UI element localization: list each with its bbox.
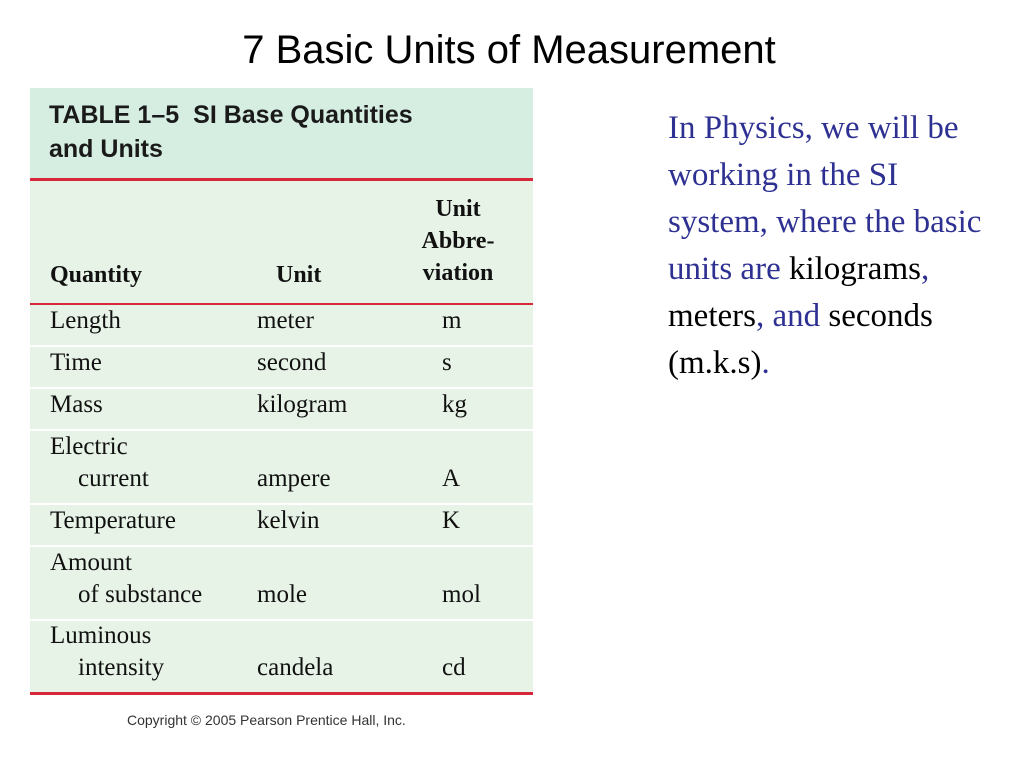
word-seconds: seconds xyxy=(828,298,933,334)
header-quantity: Quantity xyxy=(50,262,143,288)
cell-abbr: K xyxy=(442,507,461,534)
cell-unit: kilogram xyxy=(257,391,348,418)
si-table-figure xyxy=(30,88,533,695)
word-meters: meters xyxy=(668,298,756,334)
body-paragraph xyxy=(668,105,988,387)
cell-quantity xyxy=(50,547,202,611)
separator-and: , and xyxy=(755,298,829,334)
word-kilograms: kilograms xyxy=(788,251,921,287)
caption-line2: and Units xyxy=(49,135,163,163)
cell-quantity-line1: Luminous xyxy=(50,622,152,649)
cell-unit: second xyxy=(257,349,327,376)
table-row xyxy=(30,305,533,347)
cell-quantity: Mass xyxy=(50,391,103,418)
cell-unit: kelvin xyxy=(257,507,320,534)
cell-quantity-line2: of substance xyxy=(78,581,203,608)
cell-unit: mole xyxy=(257,581,307,608)
copyright-notice: Copyright © 2005 Pearson Prentice Hall, Inc. xyxy=(127,712,406,728)
cell-unit: ampere xyxy=(257,465,331,492)
cell-quantity: Time xyxy=(50,349,102,376)
cell-abbr: m xyxy=(442,307,462,334)
cell-quantity: Temperature xyxy=(50,507,176,534)
table-row xyxy=(30,389,533,431)
table-row xyxy=(30,547,533,621)
slide-title: 7 Basic Units of Measurement xyxy=(242,28,776,72)
cell-abbr: s xyxy=(442,349,452,376)
cell-abbr: cd xyxy=(442,654,466,681)
cell-quantity-line2: current xyxy=(78,465,149,492)
table-row xyxy=(30,431,533,505)
cell-quantity-line1: Electric xyxy=(50,433,128,460)
separator-comma: , xyxy=(920,251,930,287)
cell-quantity-line1: Amount xyxy=(50,549,132,576)
header-abbr-line1: Unit xyxy=(435,196,481,222)
table-header xyxy=(30,181,533,305)
caption-title: SI Base Quantities xyxy=(193,101,413,129)
header-abbreviation xyxy=(408,193,508,289)
table-body xyxy=(30,305,533,695)
cell-quantity: Length xyxy=(50,307,121,334)
caption-line1 xyxy=(49,98,533,132)
header-abbr-line3: viation xyxy=(422,260,494,286)
body-text-intro: In Physics, we will be working in the SI system, where the basic units are xyxy=(668,110,982,287)
cell-unit: candela xyxy=(257,654,334,681)
cell-abbr: A xyxy=(442,465,461,492)
table-caption xyxy=(30,88,533,181)
cell-abbr: kg xyxy=(442,391,467,418)
mks-abbreviation: (m.k.s) xyxy=(668,345,762,381)
cell-unit: meter xyxy=(257,307,314,334)
caption-number: TABLE 1–5 xyxy=(49,101,180,129)
cell-quantity xyxy=(50,620,164,684)
header-abbr-line2: Abbre- xyxy=(421,228,495,254)
cell-quantity xyxy=(50,431,149,495)
table-row xyxy=(30,505,533,547)
cell-quantity-line2: intensity xyxy=(78,654,165,681)
table-row xyxy=(30,347,533,389)
table-row xyxy=(30,621,533,695)
final-period: . xyxy=(761,345,770,381)
cell-abbr: mol xyxy=(442,581,481,608)
header-unit: Unit xyxy=(276,262,322,288)
